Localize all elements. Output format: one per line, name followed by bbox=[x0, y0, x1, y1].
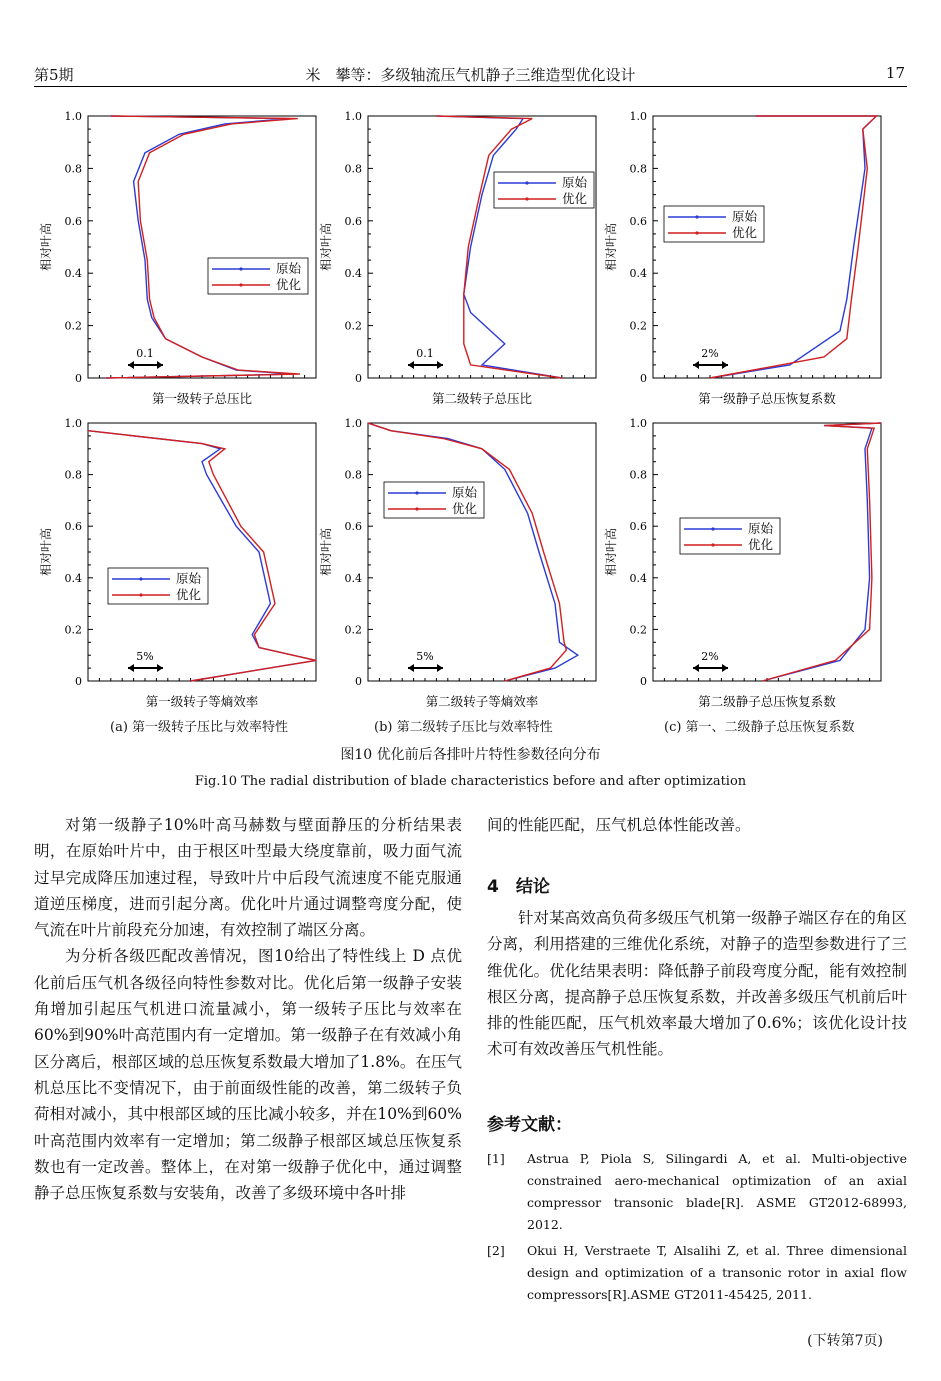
y-tick-label: 0.2 bbox=[629, 319, 647, 333]
curve-original bbox=[106, 116, 293, 378]
legend-marker-optimized bbox=[239, 283, 242, 286]
y-tick-label: 0.6 bbox=[344, 520, 362, 534]
y-tick-label: 0.6 bbox=[64, 520, 82, 534]
y-tick-label: 0.8 bbox=[629, 162, 647, 176]
x-axis-label: 第二级静子总压恢复系数 bbox=[698, 694, 836, 709]
right-column-top bbox=[487, 812, 907, 838]
running-title: 米 攀等：多级轴流压气机静子三维造型优化设计 bbox=[305, 66, 636, 84]
scale-label: 0.1 bbox=[416, 347, 434, 360]
plot-frame bbox=[368, 116, 596, 378]
paragraph-matching: 为分析各级匹配改善情况，图10给出了特性线上 D 点优化前后压气机各级径向特性参数对比。优化后第一级静子安装角增加引起压气机进口流量减小，第一级转子压比与效率在60%到90%叶高范围内有一定增加。第一级静子在有效减小角区分离后，根部区域的总压恢复系数最大增加了1.8%。在压气机总压比不变情况下，由于前面级性能的改善，第二级转子负荷相对减小，其中根部区域的压比减小较多，并在10%到60%叶高范围内效率有一定增加；第二级静子根部区域总压恢复系数也有一定改善。整体上，在对第一级静子优化中，通过调整静子总压恢复系数与安装角，改善了多级环境中各叶排 bbox=[34, 947, 462, 1203]
curve-optimized bbox=[106, 116, 300, 378]
legend-label-original: 原始 bbox=[732, 209, 758, 224]
subcaption-b: (b) 第二级转子压比与效率特性 bbox=[374, 720, 553, 735]
legend-marker-optimized bbox=[415, 507, 418, 510]
x-axis-label: 第一级转子等熵效率 bbox=[145, 694, 259, 709]
y-tick-label: 0.2 bbox=[64, 319, 82, 333]
legend-marker-original bbox=[239, 267, 242, 270]
y-tick-label: 1.0 bbox=[344, 110, 362, 123]
legend-label-optimized: 优化 bbox=[732, 225, 758, 240]
y-tick-label: 0.2 bbox=[344, 623, 362, 637]
paragraph-continued: 间的性能匹配，压气机总体性能改善。 bbox=[487, 816, 751, 834]
scale-label: 2% bbox=[701, 650, 719, 663]
y-tick-label: 0.2 bbox=[64, 623, 82, 637]
left-column bbox=[34, 812, 462, 1206]
reference-item: [1] Astrua P, Piola S, Silingardi A, et al. Multi-objective constrained aero-mechanical optimization of an axial compressor transonic blade[R]. ASME GT2012-68993, 2012. bbox=[487, 1151, 907, 1232]
y-tick-label: 0.4 bbox=[629, 571, 647, 585]
section-title-conclusion: 4 结论 bbox=[487, 877, 550, 897]
y-axis-label: 相对叶高 bbox=[604, 222, 618, 272]
legend-marker-optimized bbox=[711, 543, 714, 546]
scale-label: 2% bbox=[701, 347, 719, 360]
curve-original bbox=[436, 116, 561, 378]
y-tick-label: 0.8 bbox=[64, 162, 82, 176]
y-tick-label: 0.6 bbox=[629, 214, 647, 228]
x-axis-label: 第一级转子总压比 bbox=[151, 391, 253, 406]
legend-label-optimized: 优化 bbox=[452, 501, 478, 516]
y-tick-label: 1.0 bbox=[629, 110, 647, 123]
y-tick-label: 0 bbox=[640, 372, 647, 385]
plot-frame bbox=[368, 423, 596, 681]
legend-marker-original bbox=[139, 577, 142, 580]
y-tick-label: 0.4 bbox=[344, 571, 362, 585]
scale-label: 5% bbox=[136, 650, 154, 663]
y-axis-label: 相对叶高 bbox=[604, 527, 618, 577]
references-title: 参考文献： bbox=[487, 1115, 572, 1135]
y-tick-label: 0.8 bbox=[344, 162, 362, 176]
subcaption-c: (c) 第一、二级静子总压恢复系数 bbox=[664, 720, 855, 735]
y-tick-label: 1.0 bbox=[629, 417, 647, 430]
legend-marker-original bbox=[711, 527, 714, 530]
reference-list bbox=[487, 1148, 907, 1310]
y-tick-label: 0.6 bbox=[64, 214, 82, 228]
y-tick-label: 0.2 bbox=[344, 319, 362, 333]
legend-label-original: 原始 bbox=[276, 261, 302, 276]
issue-number: 第5期 bbox=[34, 66, 74, 84]
paragraph-conclusion: 针对某高效高负荷多级压气机第一级静子端区存在的角区分离，利用搭建的三维优化系统，对静子的造型参数进行了三维优化。优化结果表明：降低静子前段弯度分配，能有效控制根区分离，提高静子总压恢复系数，并改善多级压气机前后叶排的性能匹配，压气机效率最大增加了0.6%；该优化设计技术可有效改善压气机性能。 bbox=[487, 909, 907, 1059]
legend-marker-optimized bbox=[695, 231, 698, 234]
y-tick-label: 0 bbox=[75, 675, 82, 688]
legend-label-optimized: 优化 bbox=[748, 537, 774, 552]
legend-label-optimized: 优化 bbox=[562, 191, 588, 206]
curve-original bbox=[88, 431, 316, 681]
y-tick-label: 0.6 bbox=[344, 214, 362, 228]
legend-label-original: 原始 bbox=[748, 521, 774, 536]
scale-label: 0.1 bbox=[136, 347, 154, 360]
curve-original bbox=[368, 423, 578, 681]
legend-marker-optimized bbox=[139, 593, 142, 596]
curve-optimized bbox=[710, 116, 876, 378]
y-tick-label: 0 bbox=[75, 372, 82, 385]
scale-label: 5% bbox=[416, 650, 434, 663]
y-tick-label: 0 bbox=[355, 372, 362, 385]
figure-caption-cn: 图10 优化前后各排叶片特性参数径向分布 bbox=[340, 747, 601, 763]
legend-marker-original bbox=[415, 491, 418, 494]
legend-marker-original bbox=[525, 181, 528, 184]
paragraph-analysis: 对第一级静子10%叶高马赫数与壁面静压的分析结果表明，在原始叶片中，由于根区叶型最大绕度靠前，吸力面气流过早完成降压加速过程，导致叶片中后段气流速度不能克服通道逆压梯度，进而引起分离。优化叶片通过调整弯度分配，使气流在叶片前段充分加速，有效控制了端区分离。 bbox=[34, 816, 462, 940]
y-tick-label: 1.0 bbox=[64, 110, 82, 123]
y-tick-label: 0.2 bbox=[629, 623, 647, 637]
curve-optimized bbox=[88, 431, 316, 681]
y-tick-label: 0.8 bbox=[64, 468, 82, 482]
y-axis-label: 相对叶高 bbox=[39, 527, 53, 577]
curve-original bbox=[710, 116, 876, 378]
y-tick-label: 0.6 bbox=[629, 520, 647, 534]
legend-marker-original bbox=[695, 215, 698, 218]
legend-label-optimized: 优化 bbox=[276, 277, 302, 292]
y-tick-label: 0.4 bbox=[64, 267, 82, 281]
y-tick-label: 0.4 bbox=[344, 267, 362, 281]
y-tick-label: 1.0 bbox=[64, 417, 82, 430]
figure-caption-en: Fig.10 The radial distribution of blade characteristics before and after optimization bbox=[194, 774, 747, 789]
y-axis-label: 相对叶高 bbox=[319, 527, 333, 577]
y-tick-label: 0.8 bbox=[629, 468, 647, 482]
legend-label-original: 原始 bbox=[176, 571, 202, 586]
legend-label-original: 原始 bbox=[452, 485, 478, 500]
continued-note: (下转第7页) bbox=[807, 1333, 883, 1349]
x-axis-label: 第一级静子总压恢复系数 bbox=[698, 391, 836, 406]
x-axis-label: 第二级转子总压比 bbox=[431, 391, 533, 406]
page-number: 17 bbox=[885, 64, 905, 82]
x-axis-label: 第二级转子等熵效率 bbox=[425, 694, 539, 709]
legend-marker-optimized bbox=[525, 197, 528, 200]
legend-label-optimized: 优化 bbox=[176, 587, 202, 602]
plot-frame bbox=[88, 116, 316, 378]
y-tick-label: 0.8 bbox=[344, 468, 362, 482]
y-tick-label: 0 bbox=[355, 675, 362, 688]
y-tick-label: 0.4 bbox=[629, 267, 647, 281]
reference-item: [2] Okui H, Verstraete T, Alsalihi Z, et al. Three dimensional design and optimization of a transonic rotor in axial flow compressors[R].ASME GT2011-45425, 2011. bbox=[487, 1243, 907, 1302]
y-tick-label: 0.4 bbox=[64, 571, 82, 585]
y-tick-label: 1.0 bbox=[344, 417, 362, 430]
conclusion-block bbox=[487, 905, 907, 1063]
y-axis-label: 相对叶高 bbox=[319, 222, 333, 272]
curve-optimized bbox=[368, 423, 566, 681]
y-tick-label: 0 bbox=[640, 675, 647, 688]
legend-label-original: 原始 bbox=[562, 175, 588, 190]
subcaption-a: (a) 第一级转子压比与效率特性 bbox=[110, 720, 289, 735]
y-axis-label: 相对叶高 bbox=[39, 222, 53, 272]
